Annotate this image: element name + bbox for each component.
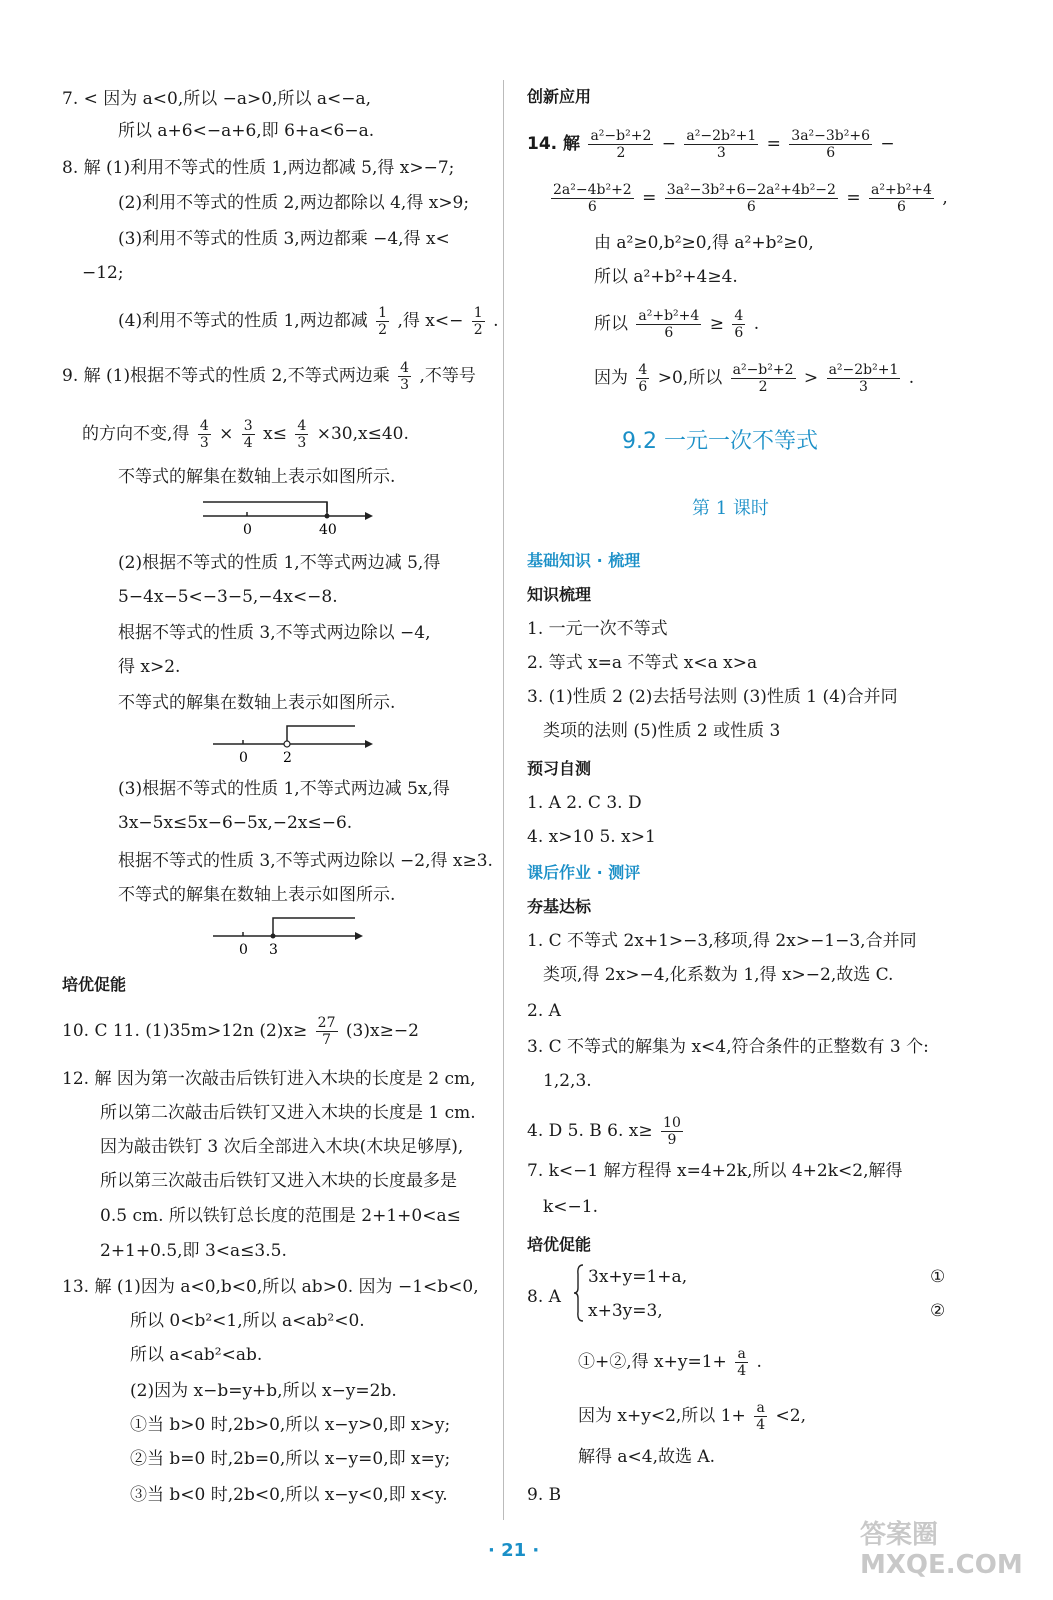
q9a-post: ,不等号: [419, 366, 476, 386]
fraction-a: [588, 128, 653, 161]
numerator: a²−b²+2: [732, 362, 794, 378]
fraction-f2: [636, 308, 701, 341]
q9-line4: (2)根据不等式的性质 1,不等式两边减 5,得: [118, 553, 441, 573]
q8e-mid: ,得 x<−: [397, 311, 464, 331]
q9-line12: 不等式的解集在数轴上表示如图所示.: [118, 885, 396, 905]
numerator: a²−2b²+1: [828, 362, 899, 378]
denominator: 2: [616, 145, 626, 161]
q9b-t2: x≤: [263, 424, 287, 444]
label-40: 40: [319, 522, 337, 538]
q7-line1: 7. < 因为 a<0,所以 −a>0,所以 a<−a,: [62, 89, 372, 109]
denominator: 6: [664, 325, 674, 341]
q13-line1: 13. 解 (1)因为 a<0,b<0,所以 ab>0. 因为 −1<b<0,: [62, 1277, 479, 1297]
fraction-10-9: [661, 1115, 683, 1148]
heading-hangji: 夯基达标: [527, 897, 592, 916]
numerator: 3a²−3b²+6−2a²+4b²−2: [666, 182, 836, 198]
label-0: 0: [239, 942, 248, 956]
r-line7: 1. C 不等式 2x+1>−3,移项,得 2x>−1−3,合并同: [527, 931, 917, 951]
label-3: 3: [269, 942, 278, 956]
r13-text: 因为 x+y<2,所以 1+: [578, 1406, 746, 1426]
solution-bracket: [273, 918, 355, 936]
q14f-pre: 因为: [594, 368, 628, 388]
q9-line8: 不等式的解集在数轴上表示如图所示.: [118, 693, 396, 713]
q13-line3: 所以 a<ab²<ab.: [130, 1345, 263, 1365]
open-point: [284, 741, 290, 747]
denominator: 2: [378, 322, 388, 338]
q8-line5: [118, 305, 498, 338]
arrowhead: [365, 740, 373, 748]
q14-line2: [548, 182, 948, 215]
q9-line7: 得 x>2.: [118, 657, 181, 677]
denominator: 4: [756, 1417, 766, 1433]
q9-line10: 3x−5x≤5x−6−5x,−2x≤−6.: [118, 813, 353, 833]
r-line3: 3. (1)性质 2 (2)去括号法则 (3)性质 1 (4)合并同: [527, 687, 898, 707]
numerator: a²+b²+4: [638, 308, 700, 324]
denominator: 2: [473, 322, 483, 338]
q14e-end: .: [753, 314, 760, 334]
r-line10: 3. C 不等式的解集为 x<4,符合条件的正整数有 3 个:: [527, 1037, 929, 1057]
r-line14: k<−1.: [543, 1197, 599, 1217]
equals-sign: =: [846, 188, 861, 208]
fraction-d: [551, 182, 634, 215]
watermark-logo: 答案圈 MXQE.COM: [860, 1520, 1023, 1580]
q8-line4: −12;: [82, 263, 124, 283]
numerator: 4: [297, 418, 307, 434]
denominator: 3: [716, 145, 726, 161]
column-divider: [503, 80, 504, 1520]
numerator: a²−b²+2: [590, 128, 652, 144]
q14f-mid: >0,所以: [657, 368, 723, 388]
numerator: 1: [473, 305, 483, 321]
numerator: a²−2b²+1: [686, 128, 757, 144]
label-0: 0: [239, 750, 248, 764]
fraction-4-3-b: [198, 418, 211, 451]
number-line-2: [205, 718, 375, 764]
q14-line3: 由 a²≥0,b²≥0,得 a²+b²≥0,: [594, 233, 814, 253]
numerator: 3: [243, 418, 253, 434]
q12-line1: 12. 解 因为第一次敲击后铁钉进入木块的长度是 2 cm,: [62, 1069, 476, 1089]
arrowhead: [355, 932, 363, 940]
r-line9: 2. A: [527, 1001, 561, 1021]
r-line18: 9. B: [527, 1485, 562, 1505]
q12-line3: 因为敲击铁钉 3 次后全部进入木块(木块足够厚),: [100, 1137, 464, 1157]
section-jichu: 基础知识 · 梳理: [527, 551, 641, 570]
fraction-c: [789, 128, 872, 161]
q9-line9: (3)根据不等式的性质 1,不等式两边减 5x,得: [118, 779, 450, 799]
denominator: 3: [297, 435, 307, 451]
circle-1: ①: [930, 1267, 946, 1287]
q13-line7: ③当 b<0 时,2b<0,所以 x−y<0,即 x<y.: [130, 1485, 448, 1505]
heading-peiyou-2: 培优促能: [527, 1235, 592, 1254]
q13-line6: ②当 b=0 时,2b=0,所以 x−y=0,即 x=y;: [130, 1449, 451, 1469]
q14e-mid: ≥: [709, 314, 724, 334]
q10-11-line: [62, 1015, 419, 1048]
fraction-e: [665, 182, 838, 215]
heading-chuangxin: 创新应用: [527, 87, 592, 106]
numerator: 3a²−3b²+6: [791, 128, 871, 144]
fraction-a2: [731, 362, 796, 395]
denominator: 4: [243, 435, 253, 451]
q9-line1: [62, 360, 476, 393]
q12-line5: 0.5 cm. 所以铁钉总长度的范围是 2+1+0<a≤: [100, 1206, 461, 1226]
fraction-4-6-b: [636, 362, 649, 395]
denominator: 6: [826, 145, 836, 161]
number-line-1: [195, 490, 375, 538]
numerator: a: [735, 1346, 748, 1363]
denominator: 4: [737, 1363, 747, 1379]
minus-sign: −: [880, 134, 895, 154]
denominator: 6: [897, 199, 906, 215]
q9-line2: [82, 418, 409, 451]
r-line17: 解得 a<4,故选 A.: [578, 1447, 716, 1467]
r-line16: [578, 1400, 806, 1433]
q8-line1: 8. 解 (1)利用不等式的性质 1,两边都减 5,得 x>−7;: [62, 158, 455, 178]
q8e-end: .: [493, 311, 499, 331]
q14-line4: 所以 a²+b²+4≥4.: [594, 267, 738, 287]
r-line12: [527, 1115, 686, 1148]
number-line-3: [205, 910, 375, 956]
denominator: 6: [638, 379, 648, 395]
q9b-text: 的方向不变,得: [82, 424, 190, 444]
q14e-pre: 所以: [594, 314, 628, 334]
solution-bracket: [203, 502, 327, 512]
lesson-subtitle: 第 1 课时: [692, 498, 769, 519]
r-line11: 1,2,3.: [543, 1071, 592, 1091]
q12-line2: 所以第二次敲击后铁钉又进入木块的长度是 1 cm.: [100, 1103, 476, 1123]
fraction-b: [684, 128, 758, 161]
q13-line2: 所以 0<b²<1,所以 a<ab²<0.: [130, 1311, 365, 1331]
q12-line6: 2+1+0.5,即 3<a≤3.5.: [100, 1241, 287, 1261]
r12-end: .: [756, 1352, 762, 1372]
label-2: 2: [283, 750, 292, 764]
closed-point: [271, 934, 276, 939]
numerator: a: [754, 1400, 767, 1417]
q9a-text: 9. 解 (1)根据不等式的性质 2,不等式两边乘: [62, 366, 390, 386]
q9-line5: 5−4x−5<−3−5,−4x<−8.: [118, 587, 338, 607]
numerator: 27: [317, 1015, 336, 1031]
numerator: 4: [400, 360, 410, 376]
q9-line11: 根据不等式的性质 3,不等式两边除以 −2,得 x≥3.: [118, 851, 493, 871]
r-line1: 1. 一元一次不等式: [527, 619, 668, 639]
fraction-4-6: [732, 308, 745, 341]
fraction-a-4-b: [754, 1400, 767, 1433]
equals-sign: =: [642, 188, 657, 208]
minus-sign: −: [661, 134, 677, 154]
comma: ,: [942, 188, 948, 208]
r-line6: 4. x>10 5. x>1: [527, 827, 656, 847]
numerator: 4: [638, 362, 648, 378]
fraction-f: [869, 182, 934, 215]
q11-tail: (3)x≥−2: [345, 1021, 419, 1041]
denominator: 3: [859, 379, 868, 395]
r13-end: <2,: [775, 1406, 806, 1426]
system-eq1: 3x+y=1+a,: [588, 1267, 688, 1287]
denominator: 3: [400, 377, 410, 393]
q9b-t3: ×30,x≤40.: [316, 424, 409, 444]
numerator: 2a²−4b²+2: [553, 182, 632, 198]
section-kehou: 课后作业 · 测评: [527, 863, 641, 882]
q14f-end: .: [908, 368, 915, 388]
r8-label: 8. A: [527, 1287, 561, 1307]
brace-icon: [574, 1264, 584, 1322]
q14-line6: [594, 362, 914, 395]
r-line8: 类项,得 2x>−4,化系数为 1,得 x>−2,故选 C.: [543, 965, 894, 985]
r-line4: 类项的法则 (5)性质 2 或性质 3: [543, 721, 781, 741]
fraction-4-3-c: [295, 418, 308, 451]
q8e-text: (4)利用不等式的性质 1,两边都减: [118, 311, 368, 331]
numerator: 4: [199, 418, 209, 434]
fraction-3-4: [242, 418, 255, 451]
circle-2: ②: [930, 1301, 946, 1321]
fraction-one-half-2: [472, 305, 485, 338]
q14-line1: [527, 128, 895, 161]
q10-text: 10. C 11. (1)35m>12n (2)x≥: [62, 1021, 308, 1041]
heading-peiyou: 培优促能: [62, 975, 127, 994]
numerator: 4: [734, 308, 744, 324]
section-title: 9.2 一元一次不等式: [622, 429, 818, 454]
r9-text: 4. D 5. B 6. x≥: [527, 1121, 653, 1141]
fraction-one-half: [376, 305, 389, 338]
q9-line6: 根据不等式的性质 3,不等式两边除以 −4,: [118, 623, 431, 643]
q13-line5: ①当 b>0 时,2b>0,所以 x−y>0,即 x>y;: [130, 1415, 451, 1435]
fraction-b2: [827, 362, 901, 395]
q14-line5: [594, 308, 759, 341]
closed-point: [325, 514, 330, 519]
denominator: 2: [758, 379, 768, 395]
label-0: 0: [243, 522, 252, 538]
heading-yuxi: 预习自测: [527, 759, 592, 778]
q7-line2: 所以 a+6<−a+6,即 6+a<6−a.: [118, 121, 375, 141]
r-line15: [578, 1346, 762, 1379]
r-line5: 1. A 2. C 3. D: [527, 793, 642, 813]
fraction-a-4: [735, 1346, 748, 1379]
denominator: 9: [667, 1132, 677, 1148]
page-number: · 21 ·: [488, 1540, 540, 1561]
numerator: 1: [378, 305, 388, 321]
heading-zhishi: 知识梳理: [527, 585, 592, 604]
denominator: 6: [587, 199, 597, 215]
system-eq2: x+3y=3,: [588, 1301, 663, 1321]
q8-line2: (2)利用不等式的性质 2,两边都除以 4,得 x>9;: [118, 193, 470, 213]
numerator: 10: [663, 1115, 681, 1131]
q14-label: 14. 解: [527, 134, 581, 154]
gt-sign: >: [803, 368, 819, 388]
solution-bracket: [287, 726, 355, 744]
numerator: a²+b²+4: [871, 182, 932, 198]
fraction-27-7: [316, 1015, 338, 1048]
denominator: 6: [734, 325, 744, 341]
r-line2: 2. 等式 x=a 不等式 x<a x>a: [527, 653, 758, 673]
denominator: 3: [199, 435, 209, 451]
system-brace: [574, 1264, 584, 1322]
denominator: 6: [746, 199, 756, 215]
q8-line3: (3)利用不等式的性质 3,两边都乘 −4,得 x<: [118, 229, 450, 249]
denominator: 7: [322, 1032, 332, 1048]
equals-sign: =: [766, 134, 781, 154]
q13-line4: (2)因为 x−b=y+b,所以 x−y=2b.: [130, 1381, 397, 1401]
r12-text: ①+②,得 x+y=1+: [578, 1352, 727, 1372]
q9-line3: 不等式的解集在数轴上表示如图所示.: [118, 467, 396, 487]
fraction-4-3: [398, 360, 411, 393]
q12-line4: 所以第三次敲击后铁钉又进入木块的长度最多是: [100, 1171, 457, 1191]
arrowhead: [365, 512, 373, 520]
times-sign: ×: [219, 424, 234, 444]
r-line13: 7. k<−1 解方程得 x=4+2k,所以 4+2k<2,解得: [527, 1161, 903, 1181]
